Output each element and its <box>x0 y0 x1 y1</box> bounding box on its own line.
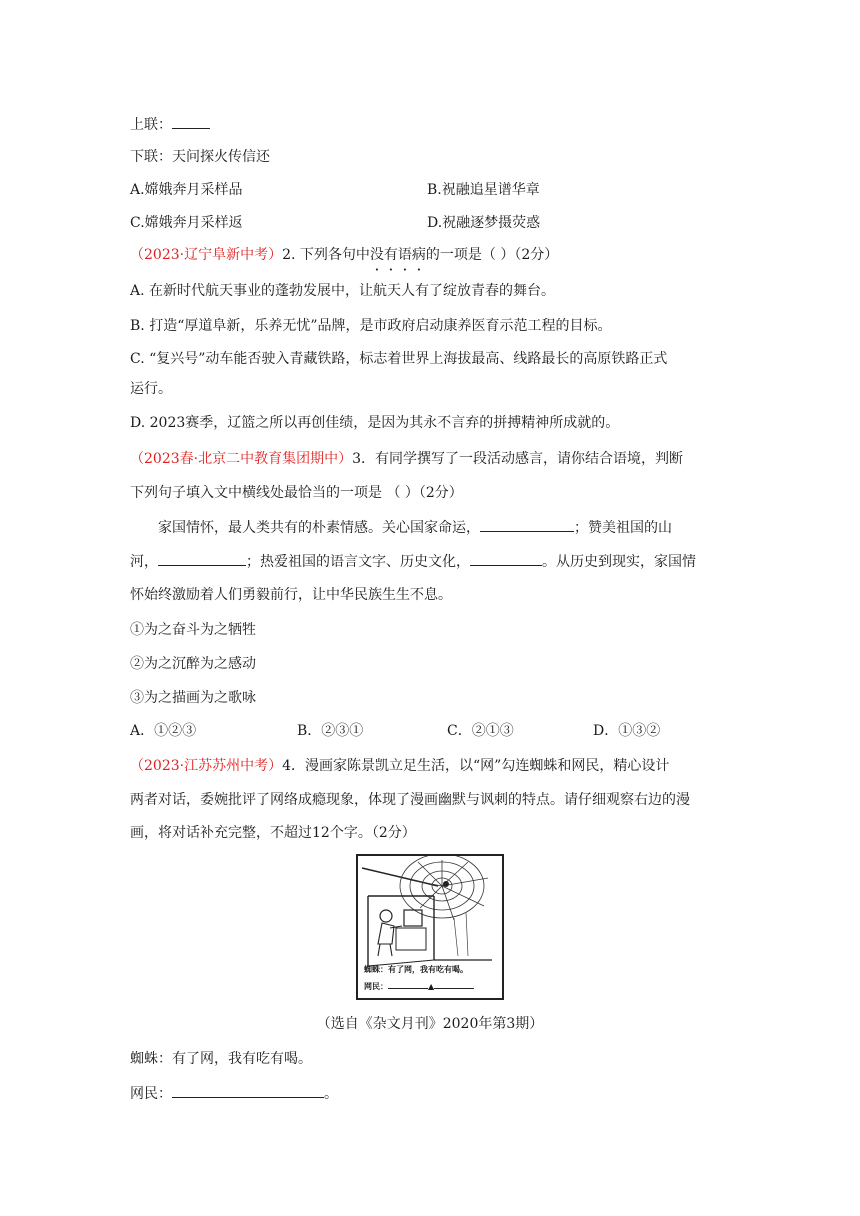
q3-sentence-3: ③为之描画为之歌咏 <box>130 690 256 706</box>
q2-stem-post: 的一项是（ ）（2分） <box>425 247 559 263</box>
q3-passage-line3: 怀始终激励着人们勇毅前行，让中华民族生生不息。 <box>130 587 452 603</box>
cartoon-blank-left <box>388 979 428 989</box>
q4-stem-line3: 画，将对话补充完整，不超过12个字。（2分） <box>130 825 416 841</box>
q2-option-d: D. 2023赛季，辽篮之所以再创佳绩，是因为其永不言弃的拼搏精神所成就的。 <box>130 415 620 431</box>
q4-stem-line1 <box>130 756 669 776</box>
netizen-dialogue <box>130 1083 338 1104</box>
q3-passage-text: ；热爱祖国的语言文字、历史文化， <box>246 554 470 570</box>
q3-sentence-1: ①为之奋斗为之牺牲 <box>130 622 256 638</box>
q2-option-c-line1: C. “复兴号”动车能否驶入青藏铁路，标志着世界上海拔最高、线路最长的高原铁路正式 <box>130 351 668 367</box>
q1-option-d: D.祝融逐梦摄荧惑 <box>427 215 541 231</box>
q2-source: （2023·辽宁阜新中考） <box>130 247 283 263</box>
q4-stem1: 4．漫画家陈景凯立足生活，以“网”勾连蜘蛛和网民，精心设计 <box>282 758 670 774</box>
q4-source: （2023·江苏苏州中考） <box>130 758 283 774</box>
netizen-answer-blank[interactable] <box>172 1083 324 1098</box>
spider-dialogue: 蜘蛛：有了网，我有吃有喝。 <box>130 1051 312 1067</box>
q3-passage-text: ；赞美祖国的山 <box>574 520 672 536</box>
q3-option-c: C．②①③ <box>447 723 514 739</box>
q2-dotted-char: 没 <box>369 247 384 263</box>
q2-option-a: A. 在新时代航天事业的蓬勃发展中，让航天人有了绽放青春的舞台。 <box>130 283 556 299</box>
q2-dotted-char: 病 <box>411 247 426 263</box>
q3-passage-text: 家国情怀，最人类共有的朴素情感。关心国家命运， <box>158 520 480 536</box>
q1-upper-label: 上联： <box>130 117 172 133</box>
q2-stem-pre: 2. 下列各句中 <box>282 247 370 263</box>
cartoon-image <box>356 854 504 1000</box>
cartoon-caption-line2 <box>364 979 474 993</box>
q2-dotted-char: 有 <box>383 247 398 263</box>
q3-option-a: A．①②③ <box>130 723 197 739</box>
q3-stem-line1 <box>130 449 683 469</box>
q1-upper-blank <box>172 114 210 129</box>
q2-option-c-line2: 运行。 <box>130 381 172 397</box>
spider-web-cartoon-icon <box>358 856 502 998</box>
q1-lower-line: 下联：天问探火传信还 <box>130 149 270 165</box>
q3-blank-3 <box>470 551 542 566</box>
q3-passage-text: 。从历史到现实，家国情 <box>542 554 696 570</box>
netizen-label: 网民： <box>130 1086 172 1102</box>
q3-option-d: D．①③② <box>593 723 661 739</box>
q2-dotted-char: 语 <box>397 247 412 263</box>
q3-source: （2023春·北京二中教育集团期中） <box>130 451 353 467</box>
q1-upper-line <box>130 114 210 135</box>
cartoon-marker-icon: ▲ <box>428 982 435 991</box>
q3-sentence-2: ②为之沉醉为之感动 <box>130 656 256 672</box>
cartoon-caption-line1: 蜘蛛：有了网，我有吃有喝。 <box>364 965 468 974</box>
q3-passage-text: 河， <box>130 554 158 570</box>
q3-stem1: 3．有同学撰写了一段活动感言，请你结合语境，判断 <box>352 451 683 467</box>
cartoon-blank-right <box>434 979 474 989</box>
q4-stem-line2: 两者对话，委婉批评了网络成瘾现象，体现了漫画幽默与讽刺的特点。请仔细观察右边的漫 <box>130 792 690 808</box>
q1-option-a: A.嫦娥奔月采样品 <box>130 182 243 198</box>
q1-option-b: B.祝融追星谱华章 <box>427 182 540 198</box>
q3-passage-line2 <box>130 551 696 572</box>
q3-blank-1 <box>480 517 574 532</box>
netizen-end: 。 <box>324 1086 338 1102</box>
q2-option-b: B. 打造“厚道阜新，乐养无忧”品牌，是市政府启动康养医育示范工程的目标。 <box>130 318 612 334</box>
q3-passage-line1 <box>158 517 672 538</box>
q3-blank-2 <box>158 551 246 566</box>
q3-option-b: B．②③① <box>297 723 364 739</box>
q1-option-c: C.嫦娥奔月采样返 <box>130 215 243 231</box>
cartoon-source-caption: （选自《杂文月刊》2020年第3期） <box>316 1016 544 1032</box>
cartoon-netizen-label: 网民： <box>364 982 388 991</box>
q2-stem <box>130 245 558 265</box>
q3-stem-line2: 下列句子填入文中横线处最恰当的一项是 （ ）（2分） <box>130 485 463 501</box>
